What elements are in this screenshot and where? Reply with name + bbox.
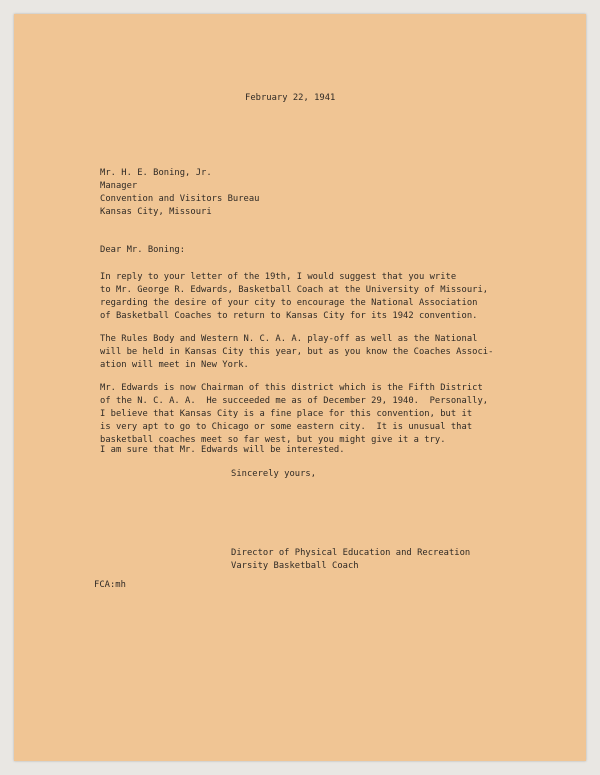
body-line: In reply to your letter of the 19th, I would suggest that you write	[100, 272, 457, 282]
signature-line: Director of Physical Education and Recreation	[231, 548, 471, 558]
signature-line: Varsity Basketball Coach	[231, 561, 359, 571]
body-line: I believe that Kansas City is a fine place for this convention, but it	[100, 409, 473, 419]
body-line: of Basketball Coaches to return to Kansas City for its 1942 convention.	[100, 311, 478, 321]
body-line: basketball coaches meet so far west, but you might give it a try.	[100, 435, 446, 445]
body-line: Mr. Edwards is now Chairman of this district which is the Fifth District	[100, 383, 483, 393]
body-line: of the N. C. A. A. He succeeded me as of December 29, 1940. Personally,	[100, 396, 489, 406]
recipient-line: Manager	[100, 181, 138, 191]
closing: Sincerely yours,	[231, 469, 317, 479]
body-line: The Rules Body and Western N. C. A. A. play-off as well as the National	[100, 334, 478, 344]
body-line: ation will meet in New York.	[100, 360, 249, 370]
body-line: regarding the desire of your city to encourage the National Association	[100, 298, 478, 308]
recipient-line: Convention and Visitors Bureau	[100, 194, 260, 204]
recipient-line: Kansas City, Missouri	[100, 207, 212, 217]
body-line: will be held in Kansas City this year, but as you know the Coaches Associ-	[100, 347, 494, 357]
recipient-line: Mr. H. E. Boning, Jr.	[100, 168, 212, 178]
letter-page	[14, 14, 586, 761]
letter-date: February 22, 1941	[245, 93, 336, 103]
body-line: is very apt to go to Chicago or some eastern city. It is unusual that	[100, 422, 473, 432]
salutation: Dear Mr. Boning:	[100, 245, 186, 255]
body-line: to Mr. George R. Edwards, Basketball Coach at the University of Missouri,	[100, 285, 489, 295]
body-line: I am sure that Mr. Edwards will be interested.	[100, 445, 345, 455]
typist-initials: FCA:mh	[94, 580, 126, 590]
